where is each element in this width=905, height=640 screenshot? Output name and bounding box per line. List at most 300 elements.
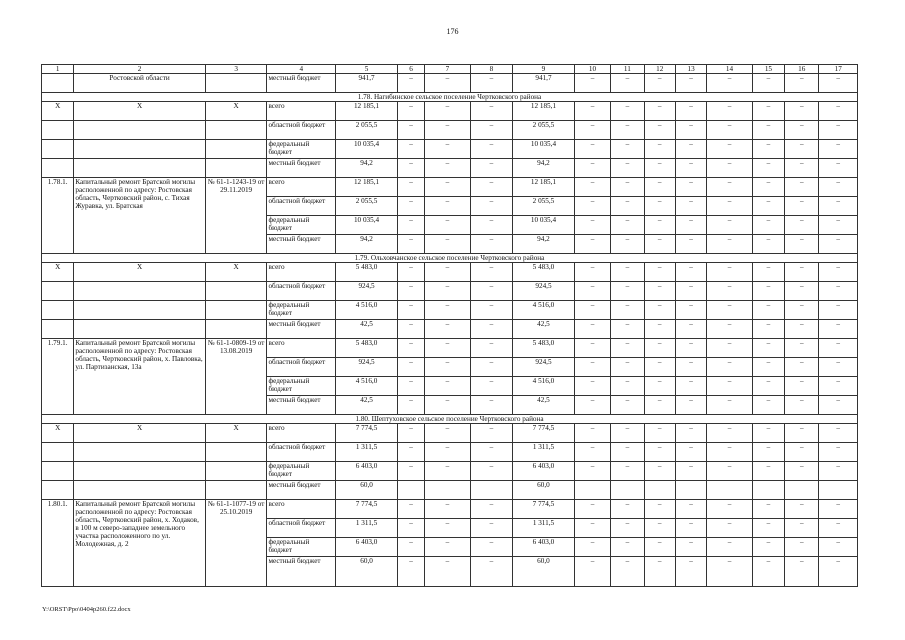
header-number-cell: 17 [819, 65, 858, 74]
dash-cell: – [675, 216, 706, 235]
total-amount-cell: 10 035,4 [336, 216, 398, 235]
dash-cell: – [425, 339, 471, 358]
funding-source-cell: областной бюджет [267, 358, 336, 377]
dash-cell: – [397, 263, 424, 282]
dash-cell: – [397, 320, 424, 339]
dash-cell: – [752, 358, 784, 377]
dash-cell: – [675, 443, 706, 462]
dash-cell: – [707, 74, 753, 93]
dash-cell: – [752, 74, 784, 93]
object-name-cell: Капитальный ремонт Братской могилы расположенной по адресу: Ростовская область, Чертковский район, с. Тихая Журавка, ул. Братская [74, 178, 205, 254]
object-name-cell: Капитальный ремонт Братской могилы расположенной по адресу: Ростовская область, Чертковский район, х. Ходаков, в 100 м северо-западнее земельного участка расположенного по ул. Молодежная, д. 2 [74, 500, 205, 587]
dash-cell: – [644, 519, 675, 538]
funding-source-cell: областной бюджет [267, 443, 336, 462]
table-row [42, 102, 858, 121]
dash-cell: – [752, 443, 784, 462]
dash-cell: – [785, 235, 819, 254]
object-name-cell [74, 121, 205, 140]
dash-cell: – [819, 216, 858, 235]
dash-cell: – [397, 538, 424, 557]
total-amount-cell: 10 035,4 [336, 140, 398, 159]
dash-cell: – [785, 519, 819, 538]
total-amount-cell: 94,2 [336, 159, 398, 178]
dash-cell: – [785, 178, 819, 197]
item-number-cell [42, 462, 74, 481]
dash-cell: – [470, 358, 512, 377]
section-header-row [42, 254, 858, 263]
dash-cell: – [675, 557, 706, 587]
dash-cell: – [397, 102, 424, 121]
dash-cell: – [611, 140, 644, 159]
dash-cell: – [611, 301, 644, 320]
dash-cell: – [819, 263, 858, 282]
table-row [42, 74, 858, 93]
expertise-number-cell: № 61-1-1077-19 от 25.10.2019 [205, 500, 267, 587]
dash-cell: – [785, 358, 819, 377]
year-amount-cell: 5 483,0 [513, 339, 575, 358]
header-number-cell: 3 [205, 65, 267, 74]
table-row [42, 481, 858, 500]
dash-cell: – [397, 424, 424, 443]
dash-cell: – [574, 282, 610, 301]
dash-cell: – [785, 500, 819, 519]
dash-cell: – [397, 396, 424, 415]
dash-cell: – [574, 396, 610, 415]
dash-cell: – [611, 282, 644, 301]
dash-cell: – [819, 140, 858, 159]
dash-cell: – [470, 519, 512, 538]
dash-cell: – [785, 121, 819, 140]
dash-cell: – [574, 159, 610, 178]
item-number-cell [42, 282, 74, 301]
dash-cell: – [574, 102, 610, 121]
funding-source-cell: всего [267, 102, 336, 121]
dash-cell: – [675, 301, 706, 320]
section-header-row [42, 415, 858, 424]
year-amount-cell: 94,2 [513, 159, 575, 178]
dash-cell: – [425, 121, 471, 140]
dash-cell: – [819, 462, 858, 481]
dash-cell: – [785, 424, 819, 443]
dash-cell: – [675, 396, 706, 415]
item-number-cell [42, 320, 74, 339]
object-name-cell: Ростовской области [74, 74, 205, 93]
header-number-cell: 16 [785, 65, 819, 74]
funding-source-cell: областной бюджет [267, 121, 336, 140]
dash-cell: – [819, 377, 858, 396]
dash-cell: – [470, 462, 512, 481]
object-name-cell [74, 462, 205, 481]
dash-cell: – [425, 197, 471, 216]
dash-cell: – [785, 159, 819, 178]
dash-cell: – [574, 216, 610, 235]
dash-cell: – [707, 500, 753, 519]
dash-cell: – [644, 197, 675, 216]
total-amount-cell: 4 516,0 [336, 377, 398, 396]
dash-cell: – [785, 282, 819, 301]
total-amount-cell: 60,0 [336, 481, 398, 500]
dash-cell: – [611, 424, 644, 443]
total-amount-cell: 42,5 [336, 396, 398, 415]
dash-cell: – [470, 216, 512, 235]
dash-cell: – [785, 538, 819, 557]
dash-cell: – [470, 538, 512, 557]
expertise-number-cell [205, 481, 267, 500]
dash-cell [675, 481, 706, 500]
dash-cell: – [675, 159, 706, 178]
dash-cell: – [644, 538, 675, 557]
dash-cell: – [470, 282, 512, 301]
item-number-cell: Х [42, 263, 74, 282]
dash-cell: – [470, 159, 512, 178]
dash-cell: – [611, 396, 644, 415]
dash-cell: – [707, 216, 753, 235]
dash-cell: – [752, 140, 784, 159]
dash-cell: – [819, 557, 858, 587]
dash-cell: – [574, 235, 610, 254]
dash-cell: – [785, 320, 819, 339]
dash-cell: – [611, 339, 644, 358]
dash-cell: – [611, 263, 644, 282]
dash-cell: – [611, 216, 644, 235]
header-number-cell: 10 [574, 65, 610, 74]
dash-cell: – [425, 557, 471, 587]
dash-cell: – [425, 358, 471, 377]
dash-cell: – [611, 121, 644, 140]
item-number-cell [42, 140, 74, 159]
dash-cell: – [397, 74, 424, 93]
expertise-number-cell [205, 282, 267, 301]
dash-cell: – [819, 500, 858, 519]
dash-cell: – [425, 102, 471, 121]
dash-cell: – [675, 358, 706, 377]
dash-cell: – [470, 557, 512, 587]
dash-cell: – [470, 235, 512, 254]
dash-cell: – [425, 443, 471, 462]
object-name-cell [74, 282, 205, 301]
object-name-cell: Х [74, 424, 205, 443]
year-amount-cell: 924,5 [513, 358, 575, 377]
dash-cell: – [707, 197, 753, 216]
dash-cell: – [707, 557, 753, 587]
object-name-cell: Х [74, 263, 205, 282]
expertise-number-cell [205, 301, 267, 320]
dash-cell: – [425, 140, 471, 159]
header-number-cell: 11 [611, 65, 644, 74]
dash-cell: – [425, 396, 471, 415]
year-amount-cell: 2 055,5 [513, 121, 575, 140]
dash-cell: – [611, 320, 644, 339]
dash-cell: – [397, 178, 424, 197]
dash-cell: – [785, 377, 819, 396]
year-amount-cell: 94,2 [513, 235, 575, 254]
table-row [42, 320, 858, 339]
dash-cell: – [675, 197, 706, 216]
object-name-cell: Х [74, 102, 205, 121]
header-number-cell: 2 [74, 65, 205, 74]
dash-cell: – [574, 538, 610, 557]
dash-cell [819, 481, 858, 500]
dash-cell: – [675, 377, 706, 396]
dash-cell: – [644, 424, 675, 443]
dash-cell: – [611, 443, 644, 462]
header-number-cell: 9 [513, 65, 575, 74]
dash-cell: – [644, 377, 675, 396]
dash-cell: – [752, 178, 784, 197]
dash-cell: – [707, 358, 753, 377]
dash-cell: – [819, 519, 858, 538]
funding-source-cell: федеральный бюджет [267, 462, 336, 481]
dash-cell: – [574, 263, 610, 282]
dash-cell: – [397, 121, 424, 140]
total-amount-cell: 6 403,0 [336, 462, 398, 481]
funding-source-cell: местный бюджет [267, 159, 336, 178]
dash-cell: – [397, 216, 424, 235]
dash-cell: – [574, 557, 610, 587]
total-amount-cell: 1 311,5 [336, 443, 398, 462]
dash-cell: – [785, 396, 819, 415]
dash-cell: – [707, 462, 753, 481]
dash-cell: – [470, 320, 512, 339]
dash-cell: – [707, 140, 753, 159]
funding-source-cell: всего [267, 263, 336, 282]
dash-cell: – [470, 197, 512, 216]
dash-cell: – [785, 339, 819, 358]
item-number-cell [42, 74, 74, 93]
dash-cell: – [611, 358, 644, 377]
dash-cell: – [611, 462, 644, 481]
dash-cell: – [611, 538, 644, 557]
dash-cell: – [707, 301, 753, 320]
dash-cell: – [425, 320, 471, 339]
dash-cell: – [752, 339, 784, 358]
item-number-cell [42, 481, 74, 500]
budget-table [41, 64, 858, 587]
dash-cell: – [611, 235, 644, 254]
funding-source-cell: всего [267, 178, 336, 197]
dash-cell: – [819, 121, 858, 140]
dash-cell: – [470, 140, 512, 159]
header-number-row [42, 65, 858, 74]
dash-cell: – [752, 557, 784, 587]
funding-source-cell: федеральный бюджет [267, 538, 336, 557]
section-title: 1.80. Шептуховское сельское поселение Чертковского района [42, 415, 858, 424]
dash-cell: – [425, 538, 471, 557]
dash-cell: – [752, 320, 784, 339]
dash-cell: – [425, 282, 471, 301]
object-name-cell [74, 140, 205, 159]
dash-cell: – [752, 462, 784, 481]
dash-cell: – [785, 443, 819, 462]
dash-cell: – [574, 462, 610, 481]
dash-cell: – [425, 500, 471, 519]
table-row [42, 178, 858, 197]
dash-cell: – [785, 197, 819, 216]
dash-cell: – [819, 396, 858, 415]
dash-cell: – [752, 197, 784, 216]
dash-cell: – [425, 178, 471, 197]
expertise-number-cell: Х [205, 424, 267, 443]
dash-cell: – [574, 121, 610, 140]
dash-cell: – [752, 282, 784, 301]
dash-cell: – [425, 74, 471, 93]
table-row [42, 121, 858, 140]
expertise-number-cell [205, 443, 267, 462]
dash-cell: – [574, 197, 610, 216]
object-name-cell [74, 159, 205, 178]
year-amount-cell: 941,7 [513, 74, 575, 93]
dash-cell: – [785, 140, 819, 159]
expertise-number-cell: Х [205, 263, 267, 282]
expertise-number-cell [205, 121, 267, 140]
dash-cell: – [707, 235, 753, 254]
funding-source-cell: федеральный бюджет [267, 377, 336, 396]
dash-cell: – [644, 557, 675, 587]
dash-cell: – [675, 74, 706, 93]
dash-cell: – [675, 462, 706, 481]
dash-cell: – [752, 159, 784, 178]
dash-cell: – [644, 339, 675, 358]
item-number-cell: 1.78.1. [42, 178, 74, 254]
total-amount-cell: 924,5 [336, 358, 398, 377]
dash-cell: – [707, 282, 753, 301]
header-number-cell: 12 [644, 65, 675, 74]
item-number-cell: 1.79.1. [42, 339, 74, 415]
section-title: 1.79. Ольховчанское сельское поселение Чертковского района [42, 254, 858, 263]
dash-cell [611, 481, 644, 500]
dash-cell: – [752, 377, 784, 396]
dash-cell: – [425, 424, 471, 443]
dash-cell: – [397, 339, 424, 358]
funding-source-cell: всего [267, 424, 336, 443]
year-amount-cell: 1 311,5 [513, 443, 575, 462]
dash-cell [470, 481, 512, 500]
dash-cell: – [819, 282, 858, 301]
total-amount-cell: 6 403,0 [336, 538, 398, 557]
dash-cell: – [675, 121, 706, 140]
year-amount-cell: 7 774,5 [513, 424, 575, 443]
header-number-cell: 6 [397, 65, 424, 74]
item-number-cell: Х [42, 424, 74, 443]
file-path-footer: Y:\ORST\Ppo\0404p260.f22.docx [42, 606, 131, 613]
dash-cell: – [707, 424, 753, 443]
dash-cell [785, 481, 819, 500]
dash-cell: – [819, 102, 858, 121]
expertise-number-cell: Х [205, 102, 267, 121]
total-amount-cell: 4 516,0 [336, 301, 398, 320]
dash-cell: – [644, 74, 675, 93]
expertise-number-cell: № 61-1-0809-19 от 13.08.2019 [205, 339, 267, 415]
year-amount-cell: 6 403,0 [513, 462, 575, 481]
dash-cell: – [752, 263, 784, 282]
dash-cell: – [707, 121, 753, 140]
dash-cell [644, 481, 675, 500]
total-amount-cell: 2 055,5 [336, 121, 398, 140]
dash-cell: – [707, 443, 753, 462]
expertise-number-cell [205, 74, 267, 93]
dash-cell: – [675, 235, 706, 254]
dash-cell: – [644, 443, 675, 462]
dash-cell: – [644, 140, 675, 159]
year-amount-cell: 12 185,1 [513, 102, 575, 121]
total-amount-cell: 12 185,1 [336, 178, 398, 197]
expertise-number-cell [205, 462, 267, 481]
dash-cell: – [397, 197, 424, 216]
dash-cell: – [574, 74, 610, 93]
year-amount-cell: 1 311,5 [513, 519, 575, 538]
dash-cell: – [644, 320, 675, 339]
dash-cell: – [752, 301, 784, 320]
dash-cell: – [707, 538, 753, 557]
item-number-cell [42, 301, 74, 320]
object-name-cell [74, 443, 205, 462]
dash-cell: – [644, 263, 675, 282]
total-amount-cell: 5 483,0 [336, 263, 398, 282]
table-row [42, 140, 858, 159]
dash-cell: – [819, 301, 858, 320]
dash-cell: – [752, 216, 784, 235]
year-amount-cell: 2 055,5 [513, 197, 575, 216]
dash-cell: – [470, 377, 512, 396]
dash-cell: – [574, 377, 610, 396]
expertise-number-cell [205, 140, 267, 159]
table-row [42, 462, 858, 481]
total-amount-cell: 7 774,5 [336, 424, 398, 443]
table-row [42, 500, 858, 519]
table-row [42, 301, 858, 320]
year-amount-cell: 7 774,5 [513, 500, 575, 519]
dash-cell [707, 481, 753, 500]
dash-cell: – [397, 377, 424, 396]
object-name-cell [74, 320, 205, 339]
dash-cell: – [644, 178, 675, 197]
header-number-cell: 13 [675, 65, 706, 74]
dash-cell: – [785, 462, 819, 481]
dash-cell: – [707, 178, 753, 197]
dash-cell: – [397, 358, 424, 377]
table-row [42, 159, 858, 178]
dash-cell: – [819, 538, 858, 557]
dash-cell: – [675, 339, 706, 358]
funding-source-cell: областной бюджет [267, 519, 336, 538]
dash-cell: – [470, 443, 512, 462]
dash-cell: – [644, 358, 675, 377]
dash-cell: – [611, 557, 644, 587]
dash-cell: – [785, 216, 819, 235]
dash-cell: – [819, 320, 858, 339]
expertise-number-cell [205, 159, 267, 178]
dash-cell: – [470, 121, 512, 140]
header-number-cell: 14 [707, 65, 753, 74]
dash-cell: – [707, 519, 753, 538]
dash-cell: – [397, 301, 424, 320]
dash-cell: – [470, 339, 512, 358]
dash-cell: – [397, 443, 424, 462]
dash-cell: – [707, 396, 753, 415]
dash-cell: – [752, 424, 784, 443]
dash-cell: – [611, 197, 644, 216]
expertise-number-cell: № 61-1-1243-19 от 29.11.2019 [205, 178, 267, 254]
total-amount-cell: 5 483,0 [336, 339, 398, 358]
dash-cell: – [644, 396, 675, 415]
dash-cell: – [707, 102, 753, 121]
header-number-cell: 8 [470, 65, 512, 74]
dash-cell: – [574, 301, 610, 320]
dash-cell: – [611, 377, 644, 396]
item-number-cell [42, 443, 74, 462]
dash-cell: – [644, 216, 675, 235]
dash-cell: – [611, 74, 644, 93]
